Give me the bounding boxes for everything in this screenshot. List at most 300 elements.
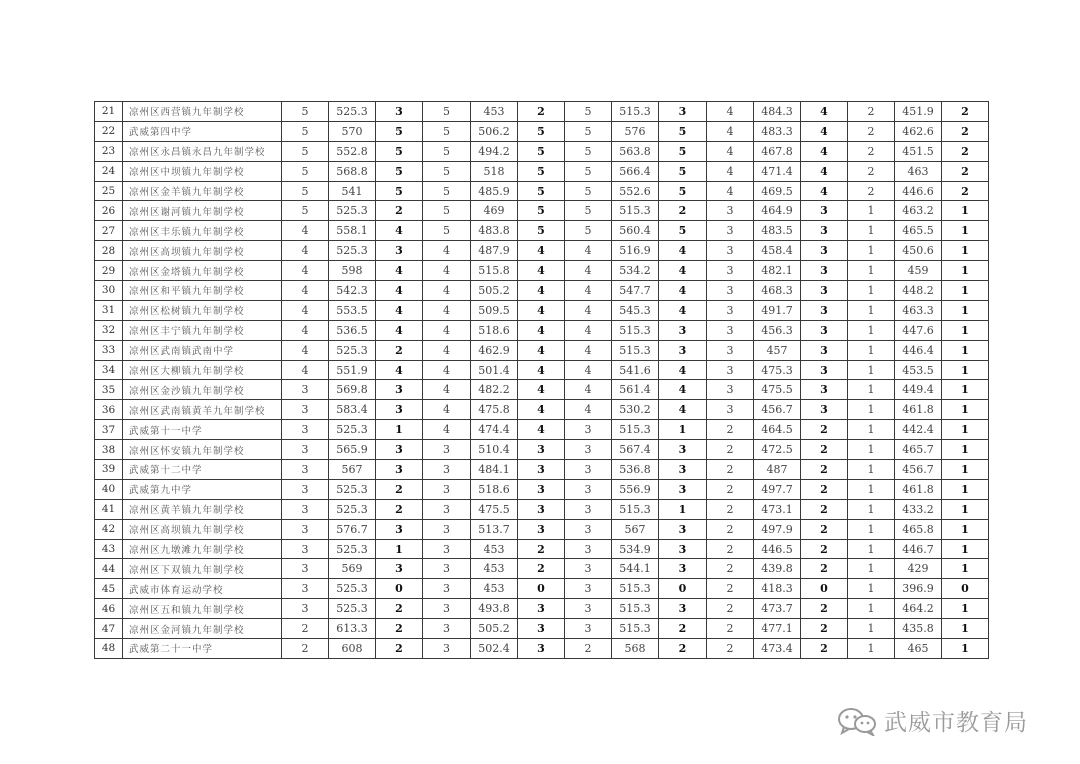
value-cell: 1 — [942, 440, 989, 460]
value-cell: 3 — [376, 102, 423, 122]
value-cell: 563.8 — [612, 141, 659, 161]
value-cell: 2 — [707, 539, 754, 559]
value-cell: 4 — [518, 340, 565, 360]
value-cell: 5 — [423, 201, 471, 221]
value-cell: 515.3 — [612, 579, 659, 599]
value-cell: 3 — [518, 460, 565, 480]
value-cell: 3 — [282, 420, 329, 440]
value-cell: 4 — [282, 340, 329, 360]
value-cell: 515.3 — [612, 102, 659, 122]
value-cell: 3 — [707, 340, 754, 360]
value-cell: 4 — [518, 241, 565, 261]
row-number-cell: 28 — [95, 241, 123, 261]
table-row — [95, 420, 989, 440]
value-cell: 3 — [707, 300, 754, 320]
value-cell: 484.1 — [471, 460, 518, 480]
value-cell: 1 — [942, 360, 989, 380]
value-cell: 3 — [707, 221, 754, 241]
value-cell: 487 — [754, 460, 801, 480]
value-cell: 1 — [848, 479, 895, 499]
table-row — [95, 320, 989, 340]
row-number-cell: 26 — [95, 201, 123, 221]
row-number-cell: 41 — [95, 499, 123, 519]
value-cell: 2 — [801, 479, 848, 499]
value-cell: 513.7 — [471, 519, 518, 539]
value-cell: 1 — [942, 539, 989, 559]
value-cell: 4 — [423, 380, 471, 400]
value-cell: 458.4 — [754, 241, 801, 261]
value-cell: 475.5 — [754, 380, 801, 400]
value-cell: 469 — [471, 201, 518, 221]
row-number-cell: 27 — [95, 221, 123, 241]
value-cell: 5 — [565, 141, 612, 161]
value-cell: 418.3 — [754, 579, 801, 599]
value-cell: 536.8 — [612, 460, 659, 480]
value-cell: 534.2 — [612, 261, 659, 281]
table-row — [95, 440, 989, 460]
value-cell: 3 — [659, 460, 707, 480]
value-cell: 471.4 — [754, 161, 801, 181]
value-cell: 3 — [801, 340, 848, 360]
value-cell: 3 — [423, 599, 471, 619]
value-cell: 477.1 — [754, 619, 801, 639]
table-row — [95, 539, 989, 559]
value-cell: 4 — [282, 241, 329, 261]
value-cell: 3 — [565, 420, 612, 440]
value-cell: 2 — [942, 141, 989, 161]
value-cell: 5 — [282, 141, 329, 161]
value-cell: 3 — [282, 440, 329, 460]
value-cell: 2 — [376, 499, 423, 519]
value-cell: 4 — [565, 261, 612, 281]
value-cell: 544.1 — [612, 559, 659, 579]
table-row — [95, 300, 989, 320]
value-cell: 576 — [612, 121, 659, 141]
value-cell: 483.8 — [471, 221, 518, 241]
school-name-cell: 武威第九中学 — [123, 479, 282, 499]
value-cell: 567.4 — [612, 440, 659, 460]
value-cell: 1 — [848, 639, 895, 659]
value-cell: 4 — [282, 281, 329, 301]
value-cell: 3 — [282, 499, 329, 519]
value-cell: 473.4 — [754, 639, 801, 659]
school-name-cell: 凉州区九墩滩九年制学校 — [123, 539, 282, 559]
value-cell: 1 — [848, 261, 895, 281]
value-cell: 468.3 — [754, 281, 801, 301]
value-cell: 4 — [423, 261, 471, 281]
school-name-cell: 凉州区下双镇九年制学校 — [123, 559, 282, 579]
value-cell: 4 — [518, 380, 565, 400]
school-name-cell: 凉州区武南镇武南中学 — [123, 340, 282, 360]
value-cell: 3 — [801, 261, 848, 281]
value-cell: 5 — [565, 201, 612, 221]
table-row — [95, 599, 989, 619]
value-cell: 5 — [659, 181, 707, 201]
school-name-cell: 凉州区黄羊镇九年制学校 — [123, 499, 282, 519]
value-cell: 0 — [518, 579, 565, 599]
value-cell: 518.6 — [471, 320, 518, 340]
value-cell: 4 — [282, 261, 329, 281]
value-cell: 4 — [565, 340, 612, 360]
value-cell: 3 — [565, 579, 612, 599]
value-cell: 3 — [518, 599, 565, 619]
value-cell: 453 — [471, 102, 518, 122]
value-cell: 4 — [518, 281, 565, 301]
value-cell: 429 — [895, 559, 942, 579]
value-cell: 4 — [376, 221, 423, 241]
row-number-cell: 44 — [95, 559, 123, 579]
value-cell: 2 — [801, 519, 848, 539]
value-cell: 483.5 — [754, 221, 801, 241]
table-row — [95, 619, 989, 639]
value-cell: 515.8 — [471, 261, 518, 281]
table-row — [95, 380, 989, 400]
value-cell: 1 — [848, 599, 895, 619]
value-cell: 448.2 — [895, 281, 942, 301]
value-cell: 5 — [518, 221, 565, 241]
value-cell: 3 — [376, 559, 423, 579]
value-cell: 4 — [659, 380, 707, 400]
value-cell: 1 — [942, 340, 989, 360]
value-cell: 1 — [848, 440, 895, 460]
value-cell: 3 — [376, 460, 423, 480]
value-cell: 2 — [707, 499, 754, 519]
value-cell: 3 — [707, 241, 754, 261]
value-cell: 474.4 — [471, 420, 518, 440]
row-number-cell: 33 — [95, 340, 123, 360]
value-cell: 464.2 — [895, 599, 942, 619]
value-cell: 5 — [659, 121, 707, 141]
value-cell: 2 — [518, 102, 565, 122]
value-cell: 2 — [801, 440, 848, 460]
value-cell: 446.6 — [895, 181, 942, 201]
value-cell: 2 — [801, 639, 848, 659]
value-cell: 462.6 — [895, 121, 942, 141]
value-cell: 2 — [801, 559, 848, 579]
value-cell: 3 — [423, 579, 471, 599]
value-cell: 2 — [707, 579, 754, 599]
school-name-cell: 凉州区丰乐镇九年制学校 — [123, 221, 282, 241]
value-cell: 483.3 — [754, 121, 801, 141]
row-number-cell: 25 — [95, 181, 123, 201]
value-cell: 3 — [801, 400, 848, 420]
value-cell: 525.3 — [329, 539, 376, 559]
value-cell: 2 — [801, 539, 848, 559]
value-cell: 485.9 — [471, 181, 518, 201]
value-cell: 525.3 — [329, 579, 376, 599]
value-cell: 3 — [659, 599, 707, 619]
value-cell: 1 — [659, 499, 707, 519]
value-cell: 3 — [707, 400, 754, 420]
value-cell: 515.3 — [612, 619, 659, 639]
value-cell: 4 — [423, 320, 471, 340]
value-cell: 1 — [942, 460, 989, 480]
value-cell: 4 — [565, 241, 612, 261]
school-name-cell: 武威第二十一中学 — [123, 639, 282, 659]
value-cell: 3 — [707, 380, 754, 400]
school-name-cell: 凉州区松树镇九年制学校 — [123, 300, 282, 320]
table-row — [95, 141, 989, 161]
value-cell: 5 — [518, 181, 565, 201]
value-cell: 475.3 — [754, 360, 801, 380]
value-cell: 2 — [707, 639, 754, 659]
value-cell: 2 — [707, 440, 754, 460]
value-cell: 453 — [471, 539, 518, 559]
value-cell: 475.8 — [471, 400, 518, 420]
value-cell: 4 — [707, 161, 754, 181]
value-cell: 5 — [376, 181, 423, 201]
value-cell: 2 — [376, 479, 423, 499]
account-watermark — [836, 704, 1028, 737]
value-cell: 4 — [565, 281, 612, 301]
value-cell: 482.2 — [471, 380, 518, 400]
value-cell: 3 — [376, 400, 423, 420]
value-cell: 2 — [942, 102, 989, 122]
value-cell: 3 — [707, 261, 754, 281]
value-cell: 0 — [659, 579, 707, 599]
value-cell: 473.1 — [754, 499, 801, 519]
value-cell: 1 — [848, 221, 895, 241]
value-cell: 505.2 — [471, 281, 518, 301]
value-cell: 1 — [848, 241, 895, 261]
value-cell: 506.2 — [471, 121, 518, 141]
row-number-cell: 43 — [95, 539, 123, 559]
value-cell: 5 — [565, 181, 612, 201]
value-cell: 2 — [848, 181, 895, 201]
table-row — [95, 559, 989, 579]
value-cell: 568.8 — [329, 161, 376, 181]
row-number-cell: 42 — [95, 519, 123, 539]
value-cell: 5 — [376, 161, 423, 181]
row-number-cell: 46 — [95, 599, 123, 619]
value-cell: 5 — [282, 181, 329, 201]
value-cell: 4 — [801, 141, 848, 161]
value-cell: 3 — [423, 479, 471, 499]
value-cell: 453 — [471, 579, 518, 599]
value-cell: 459 — [895, 261, 942, 281]
value-cell: 3 — [518, 639, 565, 659]
value-cell: 2 — [376, 639, 423, 659]
value-cell: 3 — [376, 241, 423, 261]
value-cell: 4 — [376, 261, 423, 281]
value-cell: 1 — [848, 619, 895, 639]
value-cell: 5 — [376, 141, 423, 161]
value-cell: 1 — [848, 360, 895, 380]
school-name-cell: 武威第十一中学 — [123, 420, 282, 440]
table-row — [95, 102, 989, 122]
table-row — [95, 181, 989, 201]
value-cell: 4 — [707, 102, 754, 122]
table-row — [95, 639, 989, 659]
value-cell: 2 — [707, 519, 754, 539]
value-cell: 3 — [376, 440, 423, 460]
value-cell: 2 — [848, 141, 895, 161]
value-cell: 487.9 — [471, 241, 518, 261]
value-cell: 1 — [659, 420, 707, 440]
value-cell: 2 — [376, 201, 423, 221]
value-cell: 515.3 — [612, 320, 659, 340]
value-cell: 4 — [565, 380, 612, 400]
value-cell: 3 — [423, 559, 471, 579]
row-number-cell: 21 — [95, 102, 123, 122]
value-cell: 446.7 — [895, 539, 942, 559]
value-cell: 5 — [565, 102, 612, 122]
value-cell: 3 — [565, 440, 612, 460]
row-number-cell: 31 — [95, 300, 123, 320]
value-cell: 1 — [848, 539, 895, 559]
value-cell: 3 — [565, 619, 612, 639]
value-cell: 5 — [282, 121, 329, 141]
value-cell: 5 — [565, 221, 612, 241]
value-cell: 4 — [423, 300, 471, 320]
value-cell: 1 — [376, 420, 423, 440]
value-cell: 530.2 — [612, 400, 659, 420]
row-number-cell: 39 — [95, 460, 123, 480]
value-cell: 510.4 — [471, 440, 518, 460]
value-cell: 1 — [848, 519, 895, 539]
value-cell: 5 — [423, 141, 471, 161]
value-cell: 4 — [518, 261, 565, 281]
value-cell: 3 — [282, 559, 329, 579]
value-cell: 497.7 — [754, 479, 801, 499]
table-row — [95, 460, 989, 480]
value-cell: 4 — [659, 241, 707, 261]
value-cell: 4 — [659, 400, 707, 420]
value-cell: 561.4 — [612, 380, 659, 400]
value-cell: 4 — [518, 320, 565, 340]
value-cell: 3 — [282, 479, 329, 499]
value-cell: 464.5 — [754, 420, 801, 440]
value-cell: 1 — [848, 281, 895, 301]
value-cell: 3 — [282, 519, 329, 539]
value-cell: 4 — [423, 420, 471, 440]
value-cell: 5 — [659, 141, 707, 161]
value-cell: 435.8 — [895, 619, 942, 639]
value-cell: 556.9 — [612, 479, 659, 499]
table-row — [95, 360, 989, 380]
value-cell: 502.4 — [471, 639, 518, 659]
value-cell: 536.5 — [329, 320, 376, 340]
value-cell: 451.9 — [895, 102, 942, 122]
value-cell: 4 — [423, 360, 471, 380]
school-name-cell: 凉州区怀安镇九年制学校 — [123, 440, 282, 460]
school-quota-table — [94, 101, 989, 659]
table-row — [95, 499, 989, 519]
value-cell: 515.3 — [612, 201, 659, 221]
table-row — [95, 340, 989, 360]
value-cell: 3 — [376, 380, 423, 400]
value-cell: 4 — [801, 161, 848, 181]
row-number-cell: 48 — [95, 639, 123, 659]
value-cell: 5 — [423, 181, 471, 201]
value-cell: 3 — [659, 340, 707, 360]
school-name-cell: 凉州区中坝镇九年制学校 — [123, 161, 282, 181]
value-cell: 446.5 — [754, 539, 801, 559]
value-cell: 465.7 — [895, 440, 942, 460]
value-cell: 541.6 — [612, 360, 659, 380]
value-cell: 4 — [659, 300, 707, 320]
value-cell: 515.3 — [612, 420, 659, 440]
value-cell: 4 — [376, 320, 423, 340]
value-cell: 5 — [282, 102, 329, 122]
value-cell: 3 — [282, 380, 329, 400]
value-cell: 3 — [565, 559, 612, 579]
value-cell: 3 — [659, 539, 707, 559]
table-row — [95, 241, 989, 261]
value-cell: 3 — [801, 320, 848, 340]
row-number-cell: 29 — [95, 261, 123, 281]
value-cell: 542.3 — [329, 281, 376, 301]
value-cell: 3 — [423, 499, 471, 519]
table-row — [95, 400, 989, 420]
row-number-cell: 36 — [95, 400, 123, 420]
value-cell: 453 — [471, 559, 518, 579]
value-cell: 3 — [801, 221, 848, 241]
value-cell: 1 — [942, 221, 989, 241]
value-cell: 439.8 — [754, 559, 801, 579]
value-cell: 3 — [282, 539, 329, 559]
value-cell: 567 — [329, 460, 376, 480]
value-cell: 472.5 — [754, 440, 801, 460]
value-cell: 457 — [754, 340, 801, 360]
value-cell: 1 — [942, 281, 989, 301]
value-cell: 4 — [707, 141, 754, 161]
value-cell: 2 — [376, 619, 423, 639]
value-cell: 4 — [376, 281, 423, 301]
value-cell: 2 — [707, 559, 754, 579]
value-cell: 1 — [942, 499, 989, 519]
value-cell: 613.3 — [329, 619, 376, 639]
value-cell: 451.5 — [895, 141, 942, 161]
value-cell: 2 — [518, 559, 565, 579]
value-cell: 2 — [942, 181, 989, 201]
value-cell: 501.4 — [471, 360, 518, 380]
value-cell: 3 — [423, 539, 471, 559]
school-name-cell: 凉州区永昌镇永昌九年制学校 — [123, 141, 282, 161]
value-cell: 3 — [423, 619, 471, 639]
value-cell: 1 — [942, 559, 989, 579]
value-cell: 4 — [565, 320, 612, 340]
table-row — [95, 121, 989, 141]
value-cell: 5 — [282, 161, 329, 181]
row-number-cell: 40 — [95, 479, 123, 499]
school-name-cell: 凉州区丰宁镇九年制学校 — [123, 320, 282, 340]
school-name-cell: 凉州区谢河镇九年制学校 — [123, 201, 282, 221]
value-cell: 1 — [848, 499, 895, 519]
value-cell: 442.4 — [895, 420, 942, 440]
watermark-text: 武威市教育局 — [884, 710, 1028, 736]
value-cell: 553.5 — [329, 300, 376, 320]
value-cell: 3 — [518, 519, 565, 539]
value-cell: 2 — [801, 460, 848, 480]
table-row — [95, 201, 989, 221]
value-cell: 494.2 — [471, 141, 518, 161]
value-cell: 3 — [423, 639, 471, 659]
value-cell: 5 — [659, 221, 707, 241]
school-name-cell: 凉州区金羊镇九年制学校 — [123, 181, 282, 201]
value-cell: 3 — [518, 619, 565, 639]
value-cell: 4 — [282, 360, 329, 380]
value-cell: 552.8 — [329, 141, 376, 161]
value-cell: 1 — [848, 559, 895, 579]
value-cell: 5 — [518, 161, 565, 181]
value-cell: 463.2 — [895, 201, 942, 221]
value-cell: 1 — [942, 519, 989, 539]
value-cell: 497.9 — [754, 519, 801, 539]
table-row — [95, 161, 989, 181]
value-cell: 525.3 — [329, 201, 376, 221]
value-cell: 4 — [518, 360, 565, 380]
